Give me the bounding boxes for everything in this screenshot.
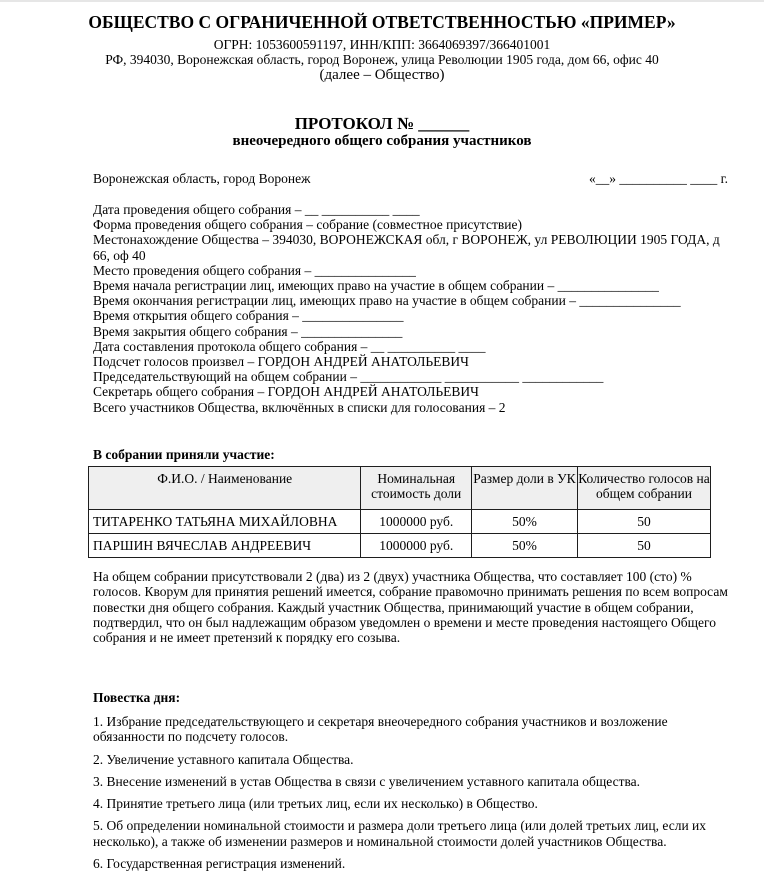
agenda-item: 5. Об определении номинальной стоимости и размера доли третьего лица (или долей третьих лиц, если их несколько), а также об изменении размеров и номинальной стоимости долей участников Общества. xyxy=(93,818,707,849)
meta-line-meeting-venue: Место проведения общего собрания – _______________ xyxy=(93,262,416,278)
table-header-row xyxy=(89,467,711,510)
meeting-details xyxy=(93,202,733,415)
table-row xyxy=(89,534,711,558)
meta-line-registration-end: Время окончания регистрации лиц, имеющих право на участие в общем собрании – _______________ xyxy=(93,293,681,309)
cell-share-size: 50% xyxy=(471,510,577,534)
meeting-place: Воронежская область, город Воронеж xyxy=(93,171,311,186)
org-address: РФ, 394030, Воронежская область, город Воронеж, улица Революции 1905 года, дом 66, офис 40 xyxy=(105,52,659,67)
agenda-item: 2. Увеличение уставного капитала Общества. xyxy=(93,751,354,767)
column-header-votes: Количество голосов на общем собрании xyxy=(577,467,710,510)
org-reference: (далее – Общество) xyxy=(319,67,445,83)
page-top-border xyxy=(0,0,764,2)
agenda-item: 4. Принятие третьего лица (или третьих лиц, если их несколько) в Общество. xyxy=(93,796,538,812)
protocol-title: ПРОТОКОЛ № ______ xyxy=(294,114,470,133)
org-registration: ОГРН: 1053600591197, ИНН/КПП: 3664069397/366401001 xyxy=(213,37,551,52)
column-header-share-size: Размер доли в УК xyxy=(471,467,577,510)
cell-nominal-value: 1000000 руб. xyxy=(361,510,472,534)
cell-share-size: 50% xyxy=(471,534,577,558)
meta-line-registration-start: Время начала регистрации лиц, имеющих право на участие в общем собрании – _______________ xyxy=(93,278,659,294)
meeting-date: «__» __________ ____ г. xyxy=(589,171,729,186)
cell-nominal-value: 1000000 руб. xyxy=(361,534,472,558)
cell-votes: 50 xyxy=(577,510,710,534)
column-header-name: Ф.И.О. / Наименование xyxy=(89,467,361,510)
meta-line-vote-counter: Подсчет голосов произвел – ГОРДОН АНДРЕЙ АНАТОЛЬЕВИЧ xyxy=(93,354,469,370)
cell-name: ПАРШИН ВЯЧЕСЛАВ АНДРЕЕВИЧ xyxy=(89,534,361,558)
agenda-item: 1. Избрание председательствующего и секретаря внеочередного собрания участников и возложение обязанности по подсчету голосов. xyxy=(93,714,668,745)
protocol-subtitle: внеочередного общего собрания участников xyxy=(232,133,532,149)
column-header-nominal-value: Номинальная стоимость доли xyxy=(361,467,472,510)
quorum-paragraph: На общем собрании присутствовали 2 (два) из 2 (двух) участника Общества, что составляет 100 (сто) % голосов. Кворум для принятия решений имеется, собрание правомочно принимать решения по всем вопросам повестки дня общего собрания. Каждый участник Общества, принимающий участие в общем собрании, подтвердил, что он был надлежащим образом уведомлен о времени и месте проведения настоящего Общего собрания и не имеет претензий к порядку его созыва. xyxy=(93,569,728,646)
org-name: ОБЩЕСТВО С ОГРАНИЧЕННОЙ ОТВЕТСТВЕННОСТЬЮ «ПРИМЕР» xyxy=(88,12,676,32)
meta-line-opening-time: Время открытия общего собрания – _______________ xyxy=(93,308,404,324)
participants-table xyxy=(88,466,711,558)
meta-line-total-participants: Всего участников Общества, включённых в списки для голосования – 2 xyxy=(93,399,506,415)
cell-votes: 50 xyxy=(577,534,710,558)
meta-line-secretary: Секретарь общего собрания – ГОРДОН АНДРЕЙ АНАТОЛЬЕВИЧ xyxy=(93,384,479,400)
participants-heading: В собрании приняли участие: xyxy=(93,447,275,462)
meta-line-company-location: Местонахождение Общества – 394030, ВОРОНЕЖСКАЯ обл, г ВОРОНЕЖ, ул РЕВОЛЮЦИИ 1905 ГОДА, д 66, оф 40 xyxy=(93,232,720,263)
meta-line-meeting-date: Дата проведения общего собрания – __ __________ ____ xyxy=(93,202,420,217)
meta-line-protocol-date: Дата составления протокола общего собрания – __ __________ ____ xyxy=(93,338,486,354)
meta-line-chairman: Председательствующий на общем собрании – ____________ ___________ ____________ xyxy=(93,369,604,385)
meta-line-meeting-form: Форма проведения общего собрания – собрание (совместное присутствие) xyxy=(93,217,522,233)
cell-name: ТИТАРЕНКО ТАТЬЯНА МИХАЙЛОВНА xyxy=(89,510,361,534)
agenda-item: 6. Государственная регистрация изменений. xyxy=(93,856,346,872)
agenda-heading: Повестка дня: xyxy=(93,690,181,705)
table-row xyxy=(89,510,711,534)
meta-line-closing-time: Время закрытия общего собрания – _______________ xyxy=(93,323,403,339)
agenda-item: 3. Внесение изменений в устав Общества в связи с увеличением уставного капитала общества. xyxy=(93,773,641,789)
agenda-list xyxy=(93,714,733,878)
